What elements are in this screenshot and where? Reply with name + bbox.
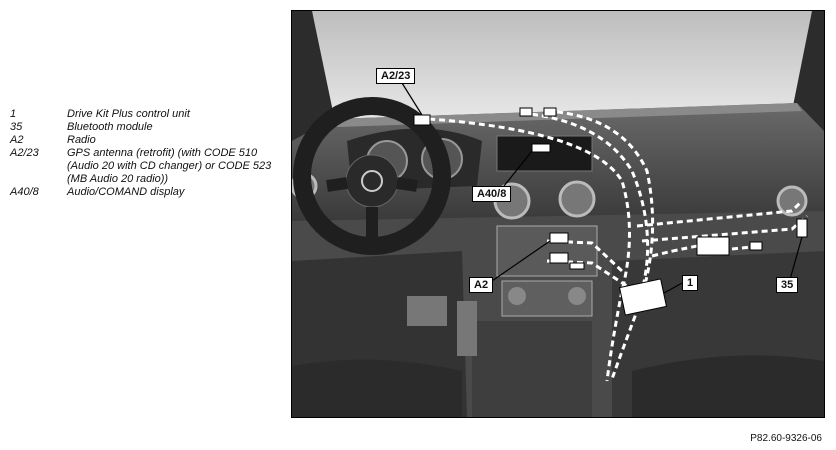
callout-a2: A2: [469, 277, 493, 293]
display-connector: [532, 144, 550, 152]
connector: [750, 242, 762, 250]
callout-1: 1: [682, 275, 698, 291]
climate-knob-right: [568, 287, 586, 305]
climate-knob-left: [508, 287, 526, 305]
legend-list: [10, 108, 280, 199]
radio-connector: [550, 253, 568, 263]
connector: [520, 108, 532, 116]
connector: [544, 108, 556, 116]
brake-pedal: [407, 296, 447, 326]
driver-seat: [292, 360, 462, 417]
callout-a40-8: A40/8: [472, 186, 511, 202]
legend-key: 35: [10, 121, 23, 133]
dashboard-illustration: [292, 11, 824, 417]
center-vent-right: [560, 182, 594, 216]
legend-key: A2: [10, 134, 24, 146]
legend-text: GPS antenna (retrofit) (with CODE 510 (Audio 20 with CD changer) or CODE 523 (MB Audio 20 radio)): [67, 147, 272, 185]
center-console: [472, 321, 592, 417]
callout-a2-23: A2/23: [376, 68, 415, 84]
legend-item: [10, 134, 280, 147]
passenger-seat: [632, 355, 824, 417]
radio-connector: [550, 233, 568, 243]
legend-text: Radio: [67, 134, 96, 146]
legend-key: A2/23: [10, 147, 39, 159]
gps-antenna-connector: [414, 115, 430, 125]
legend-item: [10, 121, 280, 134]
legend-item: [10, 186, 280, 199]
legend-key: 1: [10, 108, 17, 120]
radio-connector: [570, 263, 584, 269]
document-reference: P82.60-9326-06: [750, 433, 822, 444]
legend-item: [10, 147, 280, 186]
module-box: [697, 237, 729, 255]
legend-text: Drive Kit Plus control unit: [67, 108, 190, 120]
steering-hub: [346, 155, 398, 207]
legend-text: Bluetooth module: [67, 121, 153, 133]
display-unit: [497, 136, 592, 171]
bluetooth-module: [797, 219, 807, 237]
accelerator-pedal: [457, 301, 477, 356]
legend-text: Audio/COMAND display: [67, 186, 185, 198]
legend-key: A40/8: [10, 186, 39, 198]
legend-item: [10, 108, 280, 121]
callout-35: 35: [776, 277, 798, 293]
dashboard-photo: [291, 10, 825, 418]
